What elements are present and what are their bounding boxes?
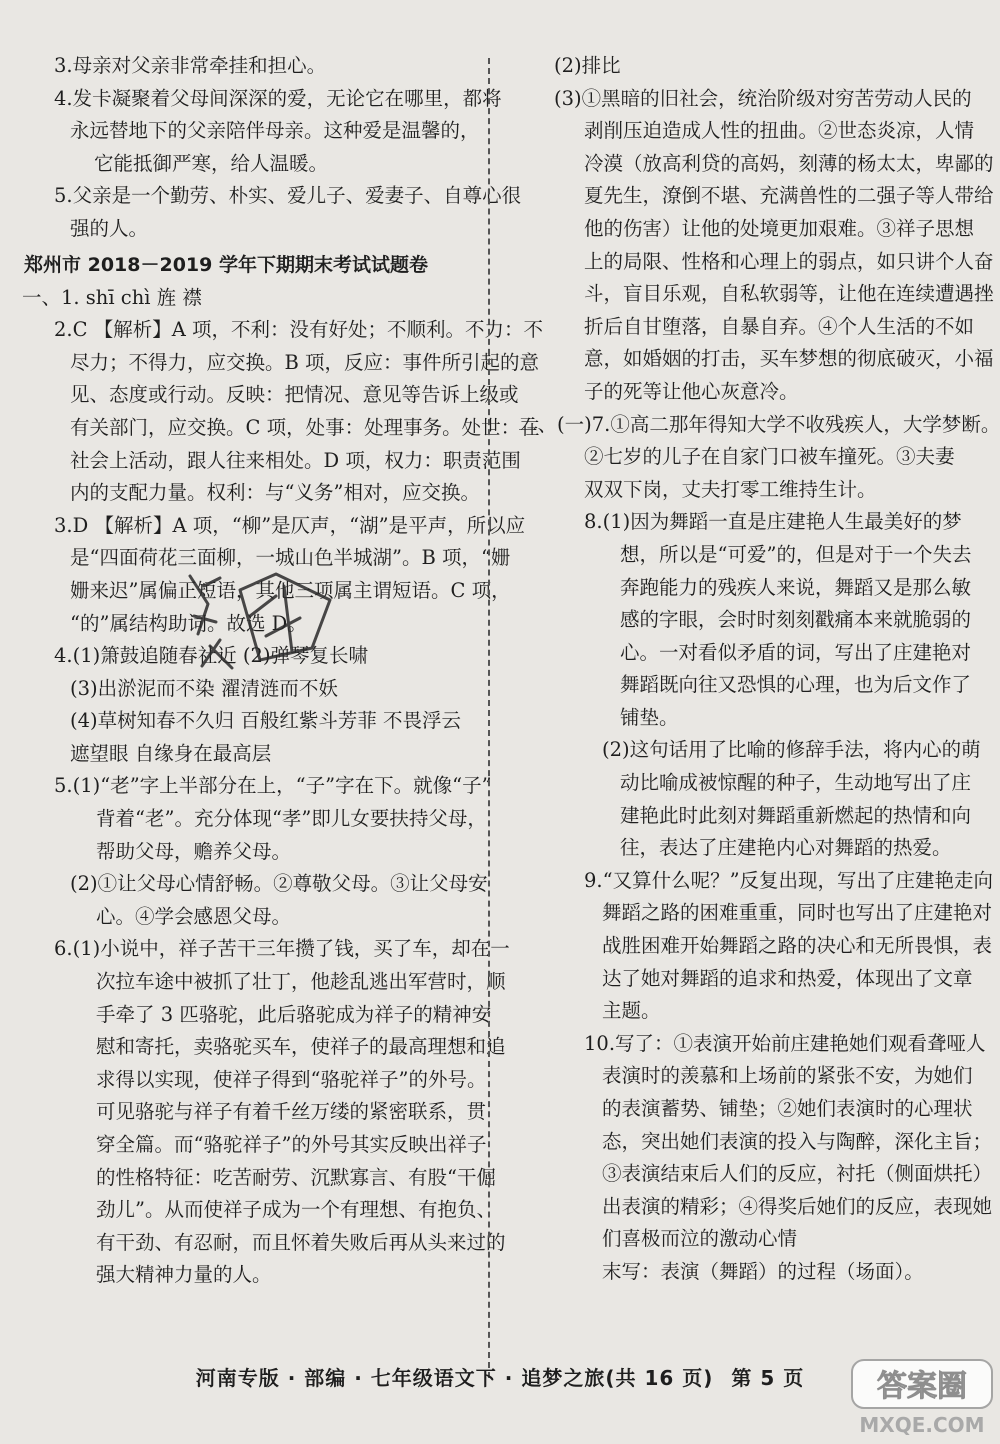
answer-line: 永远替地下的父亲陪伴母亲。这种爱是温馨的， (70, 119, 480, 143)
answer-line: 一、1. shī chì 旌 襟 (22, 285, 202, 309)
watermark-logo (848, 1356, 996, 1440)
column-divider (488, 58, 490, 1378)
answer-item (22, 314, 544, 510)
answer-line: (2)①让父母心情舒畅。②尊敬父母。③让父母安 (70, 872, 488, 896)
answer-line: 劲儿”。从而使祥子成为一个有理想、有抱负、 (96, 1198, 496, 1222)
answer-item (518, 1028, 993, 1289)
answer-line: 3.D 【解析】A 项，“柳”是仄声，“湖”是平声，所以应 (54, 513, 526, 537)
answer-line: 帮助父母，赡养父母。 (96, 839, 292, 863)
answer-line: 心。④学会感恩父母。 (96, 904, 292, 928)
footer-title: 河南专版 · 部编 · 七年级语文下 · 追梦之旅(共 16 页) (195, 1366, 714, 1390)
answer-item (22, 83, 502, 181)
answer-item (22, 282, 470, 315)
answer-line: 意，如婚姻的打击，买车梦想的彻底破灭，小福 (584, 347, 994, 371)
answer-line: 二、(一)7.①高二那年得知大学不收残疾人，大学梦断。 (518, 412, 1000, 436)
answer-line: 表演时的羡慕和上场前的紧张不安，为她们 (602, 1064, 973, 1088)
answer-line: 奔跑能力的残疾人来说，舞蹈又是那么敏 (620, 575, 972, 599)
answer-line: “的”属结构助词。故选 D。 (70, 611, 307, 635)
answer-line: 达了她对舞蹈的追求和热爱，体现出了文章 (602, 966, 973, 990)
answer-line: 的表演蓄势、铺垫；②她们表演时的心理状 (602, 1097, 973, 1120)
answer-line: 3.母亲对父亲非常牵挂和担心。 (54, 54, 327, 77)
answer-line: (3)①黑暗的旧社会，统治阶级对穷苦劳动人民的 (554, 86, 972, 110)
answer-line: 感的字眼，会时时刻刻戳痛本来就脆弱的 (620, 608, 972, 632)
answer-line: 强大精神力量的人。 (96, 1263, 272, 1287)
answer-line: 手牵了 3 匹骆驼，此后骆驼成为祥子的精神安 (96, 1002, 492, 1026)
answer-line: 见、态度或行动。反映：把情况、意见等告诉上级或 (70, 383, 519, 407)
watermark-logo-text: 答案圈 (877, 1369, 967, 1404)
right-column (518, 50, 1000, 1289)
answer-line: 主题。 (602, 999, 661, 1023)
answer-line: 穿全篇。而“骆驼祥子”的外号其实反映出祥子 (96, 1133, 487, 1156)
answer-line: 可见骆驼与祥子有着千丝万缕的紧密联系，贯 (96, 1100, 487, 1124)
answer-line: 往，表达了庄建艳内心对舞蹈的热爱。 (620, 836, 952, 860)
answer-line: 剥削压迫造成人性的扭曲。②世态炎凉，人情 (584, 119, 975, 143)
answer-item (518, 83, 994, 409)
answer-line: 社会上活动，跟人往来相处。D 项，权力：职责范围 (70, 448, 521, 472)
answer-line: (2)这句话用了比喻的修辞手法，将内心的萌 (602, 738, 981, 762)
answer-line: 末写：表演（舞蹈）的过程（场面）。 (602, 1259, 924, 1283)
answer-line: 有关部门，应交换。C 项，处事：处理事务。处世：在 (70, 415, 540, 439)
answer-line: 背着“老”。充分体现“孝”即儿女要扶持父母， (96, 807, 487, 831)
answer-line: 战胜困难开始舞蹈之路的决心和无所畏惧，表 (602, 934, 993, 958)
answer-line: 内的支配力量。权利：与“义务”相对，应交换。 (70, 481, 480, 505)
section-title: 郑州市 2018－2019 学年下期期末考试试题卷 (24, 253, 428, 276)
page-number: 第 5 页 (731, 1366, 805, 1390)
answer-item (22, 933, 510, 1292)
answer-line: 6.(1)小说中，祥子苦干三年攒了钱，买了车，却在一 (54, 937, 510, 961)
answer-line: 5.(1)“老”字上半部分在上，“子”字在下。就像“子” (54, 774, 492, 798)
answer-line: 2.C 【解析】A 项，不利：没有好处；不顺利。不力：不 (54, 318, 544, 342)
answer-line: 4.(1)箫鼓追随春社近 (2)弹琴复长啸 (54, 644, 369, 668)
answer-line: (2)排比 (554, 54, 621, 77)
answer-line: 次拉车途中被抓了壮丁，他趁乱逃出军营时，顺 (96, 970, 506, 994)
answer-line: 折后自甘堕落，自暴自弃。④个人生活的不如 (584, 314, 975, 338)
answer-line: 想，所以是“可爱”的，但是对于一个失去 (620, 542, 972, 566)
answer-line: 舞蹈既向往又恐惧的心理，也为后文作了 (620, 673, 972, 697)
answer-line: 舞蹈之路的困难重重，同时也写出了庄建艳对 (602, 901, 993, 925)
answer-item (518, 506, 980, 865)
answer-line: (3)出淤泥而不染 濯清涟而不妖 (70, 676, 338, 700)
answer-line: 们喜极而泣的激动心情 (602, 1227, 798, 1251)
answer-line: 夏先生，潦倒不堪、充满兽性的二强子等人带给 (584, 184, 994, 208)
answer-line: 建艳此时此刻对舞蹈重新燃起的热情和向 (620, 803, 972, 827)
answer-line: 求得以实现，使祥子得到“骆驼祥子”的外号。 (96, 1067, 487, 1091)
answer-line: 4.发卡凝聚着父母间深深的爱，无论它在哪里，都将 (54, 86, 502, 110)
answer-line: 5.父亲是一个勤劳、朴实、爱儿子、爱妻子、自尊心很 (54, 184, 522, 208)
answer-line: 心。一对看似矛盾的词，写出了庄建艳对 (620, 640, 972, 664)
answer-line: 它能抵御严寒，给人温暖。 (94, 151, 329, 175)
answer-item (518, 865, 994, 1028)
answer-line: 上的局限、性格和心理上的弱点，如只讲个人奋 (584, 249, 994, 273)
answer-item (22, 770, 492, 933)
answer-line: 尽力；不得力，应交换。B 项，反应：事件所引起的意 (70, 350, 540, 374)
answer-line: 8.(1)因为舞蹈一直是庄建艳人生最美好的梦 (584, 510, 962, 534)
answer-line: 态，突出她们表演的投入与陶醉，深化主旨； (602, 1129, 993, 1153)
answer-line: 10.写了：①表演开始前庄建艳她们观看聋哑人 (584, 1031, 986, 1055)
answer-line: 慰和寄托，卖骆驼买车，使祥子的最高理想和追 (96, 1035, 506, 1059)
answer-item (22, 180, 522, 245)
answer-line: 子的死等让他心灰意冷。 (584, 379, 799, 403)
answer-line: 铺垫。 (620, 705, 679, 729)
answer-item (518, 50, 980, 83)
answer-line: 遮望眼 自缘身在最高层 (70, 741, 272, 765)
answer-line: 9.“又算什么呢？”反复出现，写出了庄建艳走向 (584, 868, 994, 892)
answer-line: 动比喻成被惊醒的种子，生动地写出了庄 (620, 771, 972, 795)
answer-line: 冷漠（放高利贷的高妈，刻薄的杨太太，卑鄙的 (584, 151, 994, 175)
handwritten-stamp-mark (180, 556, 370, 676)
answer-line: 有干劲、有忍耐，而且怀着失败后再从头来过的 (96, 1230, 506, 1254)
answer-line: 姗来迟”属偏正短语，其他三项属主谓短语。C 项， (70, 578, 511, 602)
answer-line: 斗，盲目乐观，自私软弱等，让他在连续遭遇挫 (584, 282, 994, 306)
answer-line: ③表演结束后人们的反应，衬托（侧面烘托） (602, 1162, 993, 1186)
answer-item (22, 50, 470, 83)
answer-item (518, 409, 1000, 507)
answer-line: 的性格特征：吃苦耐劳、沉默寡言、有股“干倔 (96, 1165, 496, 1189)
answer-line: 强的人。 (70, 216, 149, 240)
answer-line: ②七岁的儿子在自家门口被车撞死。③夫妻 (584, 445, 955, 469)
answer-line: (4)草树知春不久归 百般红紫斗芳菲 不畏浮云 (70, 709, 462, 733)
answer-line: 双双下岗，丈夫打零工维持生计。 (584, 477, 877, 501)
answer-line: 是“四面荷花三面柳，一城山色半城湖”。B 项，“姗 (70, 546, 511, 570)
answer-line: 出表演的精彩；④得奖后她们的反应，表现她 (602, 1194, 993, 1218)
watermark-url: MXQE.COM (859, 1413, 985, 1437)
answer-line: 他的伤害）让他的处境更加艰难。③祥子思想 (584, 216, 975, 240)
